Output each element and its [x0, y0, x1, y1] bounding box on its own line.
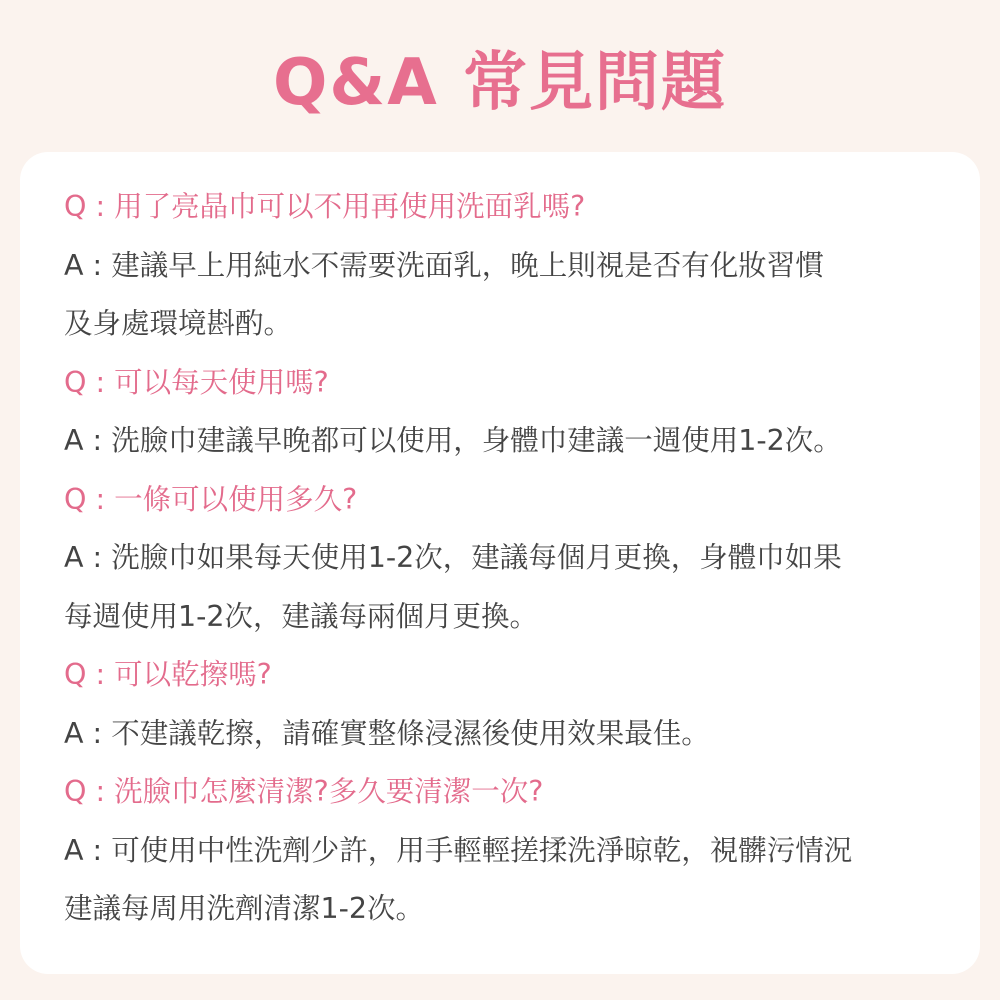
- faq-question: Q : 可以每天使用嗎?: [64, 365, 329, 399]
- page-title: Q&A 常見問題: [272, 46, 728, 120]
- faq-card: [20, 152, 980, 974]
- faq-answer: 及身處環境斟酌。: [64, 307, 293, 340]
- faq-answer: A : 洗臉巾如果每天使用1-2次，建議每個月更換，身體巾如果: [64, 541, 842, 574]
- faq-question: Q : 洗臉巾怎麼清潔?多久要清潔一次?: [64, 775, 544, 808]
- faq-answer: A : 洗臉巾建議早晚都可以使用，身體巾建議一週使用1-2次。: [64, 424, 842, 457]
- faq-question: Q : 一條可以使用多久?: [64, 482, 358, 516]
- faq-answer: A : 不建議乾擦，請確實整條浸濕後使用效果最佳。: [64, 716, 710, 750]
- faq-answer: 建議每周用洗劑清潔1-2次。: [64, 892, 425, 925]
- faq-question: Q : 用了亮晶巾可以不用再使用洗面乳嗎?: [64, 190, 586, 223]
- faq-answer: A : 建議早上用純水不需要洗面乳，晚上則視是否有化妝習慣: [64, 248, 824, 282]
- faq-answer: A : 可使用中性洗劑少許，用手輕輕搓揉洗淨晾乾，視髒污情況: [64, 833, 853, 867]
- faq-question: Q : 可以乾擦嗎?: [64, 658, 272, 691]
- faq-answer: 每週使用1-2次，建議每兩個月更換。: [64, 599, 539, 633]
